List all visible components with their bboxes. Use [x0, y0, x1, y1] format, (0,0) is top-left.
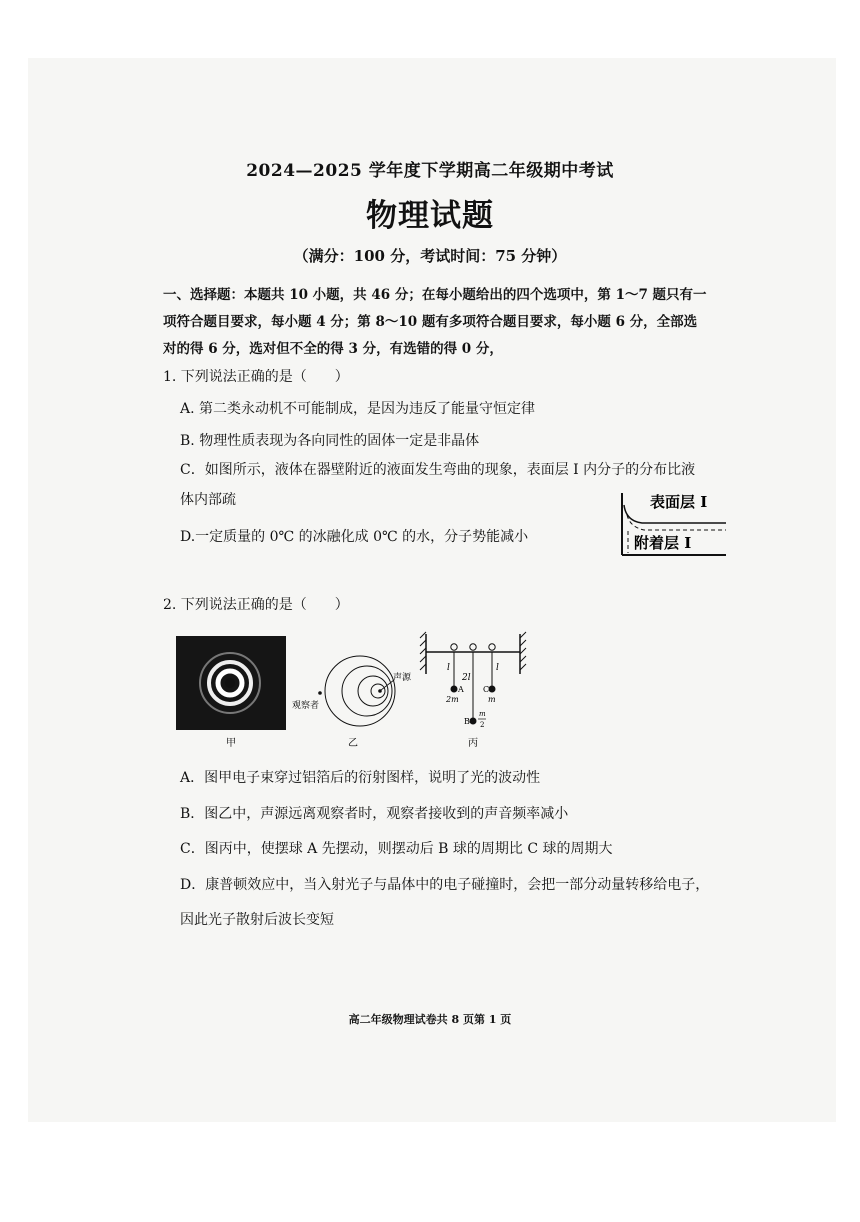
q2-figure — [170, 628, 530, 750]
hatch-right-3 — [520, 648, 526, 654]
length-label-a: l — [447, 663, 450, 673]
ball-b-label: B — [464, 717, 470, 726]
exam-title: 2024—2025 学年度下学期高二年级期中考试 — [246, 161, 614, 181]
q1-option-d: D.一定质量的 0℃ 的冰融化成 0℃ 的水，分子势能减小 — [180, 529, 529, 545]
ball-c — [489, 686, 496, 693]
q2-option-a: A．图甲电子束穿过铝箔后的衍射图样，说明了光的波动性 — [180, 770, 541, 786]
hatch-left-1 — [420, 632, 426, 638]
score-time-note: （满分：100 分，考试时间：75 分钟） — [293, 247, 567, 265]
label-jia: 甲 — [226, 738, 236, 749]
mass-b-numerator: m — [479, 710, 486, 718]
mass-c-label: m — [488, 695, 496, 704]
q2-option-b: B．图乙中，声源远离观察者时，观察者接收到的声音频率减小 — [180, 806, 569, 822]
hatch-right-4 — [520, 656, 526, 662]
mass-b-denominator: 2 — [480, 721, 485, 729]
hatch-right-1 — [520, 632, 526, 638]
hatch-left-4 — [420, 656, 426, 662]
adhesion-layer-label: 附着层 I — [634, 534, 692, 552]
ball-a — [451, 686, 458, 693]
q1-stem: 1. 下列说法正确的是（ ） — [163, 369, 349, 385]
hatch-left-2 — [420, 640, 426, 646]
q2-option-c: C．图丙中，使摆球 A 先摆动，则摆动后 B 球的周期比 C 球的周期大 — [180, 841, 613, 857]
hatch-right-2 — [520, 640, 526, 646]
q2-option-d-line2: 因此光子散射后波长变短 — [180, 912, 334, 928]
hatch-left-3 — [420, 648, 426, 654]
sound-source-label: 声源 — [393, 673, 412, 683]
page-footer: 高二年级物理试卷共 8 页第 1 页 — [348, 1013, 512, 1026]
ball-b — [470, 718, 477, 725]
hatch-right-5 — [520, 664, 526, 670]
ball-c-label: C — [483, 685, 490, 694]
q1-option-a: A. 第二类永动机不可能制成，是因为违反了能量守恒定律 — [180, 401, 536, 417]
length-label-b: 2l — [462, 673, 471, 683]
q2-option-d-line1: D．康普顿效应中，当入射光子与晶体中的电子碰撞时，会把一部分动量转移给电子， — [180, 877, 710, 893]
ball-a-label: A — [458, 685, 464, 694]
instructions-line-3: 对的得 6 分，选对但不全的得 3 分，有选错的得 0 分， — [163, 341, 503, 357]
diffraction-center — [225, 678, 235, 688]
length-label-c: l — [496, 663, 499, 673]
observer-label: 观察者 — [292, 701, 320, 711]
surface-layer-label: 表面层 I — [650, 493, 708, 511]
label-bing: 丙 — [468, 738, 478, 749]
mass-a-label: 2m — [446, 695, 459, 704]
wavefront-3 — [358, 676, 388, 706]
instructions-line-1: 一、选择题：本题共 10 小题，共 46 分；在每小题给出的四个选项中，第 1～7 题只有一 — [163, 287, 707, 303]
instructions-line-2: 项符合题目要求，每小题 4 分；第 8～10 题有多项符合题目要求，每小题 6 分，全部选 — [163, 314, 698, 330]
q2-stem: 2. 下列说法正确的是（ ） — [163, 597, 349, 613]
subject-title: 物理试题 — [366, 198, 494, 234]
q1-liquid-figure — [616, 487, 728, 559]
q1-option-b: B. 物理性质表现为各向同性的固体一定是非晶体 — [180, 433, 480, 449]
q1-option-c-line2: 体内部疏 — [180, 492, 236, 508]
hook-a — [451, 644, 457, 650]
label-yi: 乙 — [348, 738, 358, 749]
hatch-left-5 — [420, 664, 426, 670]
hook-b — [470, 644, 476, 650]
hook-c — [489, 644, 495, 650]
q1-option-c-line1: C．如图所示，液体在器壁附近的液面发生弯曲的现象，表面层 I 内分子的分布比液 — [180, 462, 696, 478]
observer-dot — [318, 691, 322, 695]
wavefront-4 — [371, 684, 385, 698]
